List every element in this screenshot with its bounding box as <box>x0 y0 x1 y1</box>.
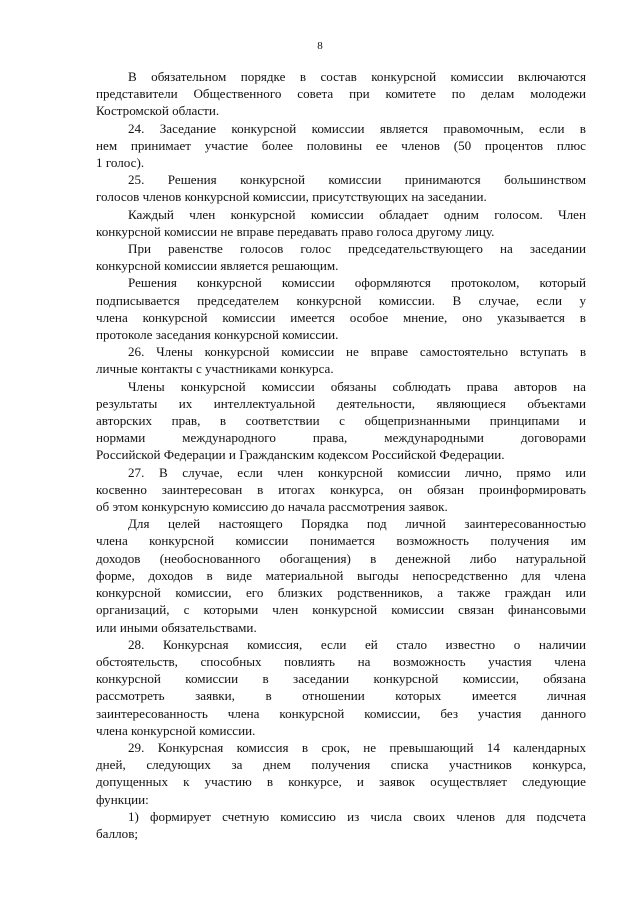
paragraph-line: члена конкурсной комиссии имеется особое мнение, оно указывается в <box>96 309 586 325</box>
paragraph-line: Костромской области. <box>96 103 220 119</box>
page-number: 8 <box>317 40 323 52</box>
paragraph-line: обстоятельств, способных повлиять на возможность участия члена <box>96 653 586 669</box>
paragraph-line: нормами международного права, международными договорами <box>96 430 586 446</box>
paragraph-line: функции: <box>96 791 149 807</box>
paragraph-line: результаты их интеллектуальной деятельности, являющиеся объектами <box>96 395 586 411</box>
paragraph-line: баллов; <box>96 825 139 841</box>
paragraph-first-line: 1) формирует счетную комиссию из числа своих членов для подсчета <box>128 808 586 824</box>
paragraph-line: конкурсной комиссии является решающим. <box>96 258 339 274</box>
paragraph-first-line: 28. Конкурсная комиссия, если ей стало известно о наличии <box>128 636 586 652</box>
paragraph-line: доходов (необоснованного обогащения) в денежной либо натуральной <box>96 550 586 566</box>
paragraph-first-line: 25. Решения конкурсной комиссии принимаются большинством <box>128 172 586 188</box>
paragraph-line: рассмотреть заявки, в отношении которых имеется личная <box>96 688 586 704</box>
paragraph-first-line: В обязательном порядке в состав конкурсной комиссии включаются <box>128 69 586 84</box>
paragraph-first-line: 26. Члены конкурсной комиссии не вправе самостоятельно вступать в <box>128 344 586 360</box>
paragraph-line: подписывается председателем конкурсной комиссии. В случае, если у <box>96 292 586 308</box>
paragraph-line: личные контакты с участниками конкурса. <box>96 361 334 377</box>
paragraph-line: конкурсной комиссии не вправе передавать право голоса другому лицу. <box>96 223 495 239</box>
paragraph-line: представители Общественного совета при комитете по делам молодежи <box>96 86 586 102</box>
paragraph-first-line: Решения конкурсной комиссии оформляются протоколом, который <box>128 275 586 291</box>
paragraph-line: дней, следующих за днем получения списка участников конкурса, <box>96 757 586 773</box>
paragraph-line: косвенно заинтересован в итогах конкурса, он обязан проинформировать <box>96 481 586 497</box>
paragraph-line: или иными обязательствами. <box>96 619 257 635</box>
paragraph-line: заинтересованность члена конкурсной комиссии, без участия данного <box>96 705 586 721</box>
paragraph-line: форме, доходов в виде материальной выгоды непосредственно для члена <box>96 567 586 583</box>
paragraph-first-line: При равенстве голосов голос председательствующего на заседании <box>128 241 586 257</box>
paragraph-line: организаций, с которыми член конкурсной комиссии связан финансовыми <box>96 602 586 618</box>
paragraph-line: конкурсной комиссии в заседании конкурсной комиссии, обязана <box>96 671 586 687</box>
paragraph-line: члена конкурсной комиссии понимается возможность получения им <box>96 533 586 549</box>
paragraph-line: 1 голос). <box>96 155 145 171</box>
document-body <box>96 68 586 842</box>
paragraph-line: конкурсной комиссии, его близких родственников, а также граждан или <box>96 585 586 601</box>
paragraph-line: об этом конкурсную комиссию до начала рассмотрения заявок. <box>96 499 448 515</box>
paragraph-line: допущенных к участию в конкурсе, и заявок осуществляет следующие <box>96 774 586 790</box>
paragraph-line: авторских прав, в соответствии с общепризнанными принципами и <box>96 413 586 429</box>
paragraph-line: члена конкурсной комиссии. <box>96 722 256 738</box>
paragraph-line: нем принимает участие более половины ее членов (50 процентов плюс <box>96 137 586 153</box>
paragraph-first-line: 29. Конкурсная комиссия в срок, не превышающий 14 календарных <box>128 739 586 755</box>
paragraph-first-line: 27. В случае, если член конкурсной комиссии лично, прямо или <box>128 464 586 480</box>
paragraph-first-line: Члены конкурсной комиссии обязаны соблюдать права авторов на <box>128 378 586 394</box>
paragraph-first-line: 24. Заседание конкурсной комиссии является правомочным, если в <box>128 120 586 136</box>
paragraph-line: протоколе заседания конкурсной комиссии. <box>96 327 339 343</box>
paragraph-first-line: Каждый член конкурсной комиссии обладает одним голосом. Член <box>128 206 586 222</box>
paragraph-line: Российской Федерации и Гражданским кодексом Российской Федерации. <box>96 447 505 463</box>
paragraph-first-line: Для целей настоящего Порядка под личной заинтересованностью <box>128 516 586 532</box>
paragraph-line: голосов членов конкурсной комиссии, присутствующих на заседании. <box>96 189 487 205</box>
